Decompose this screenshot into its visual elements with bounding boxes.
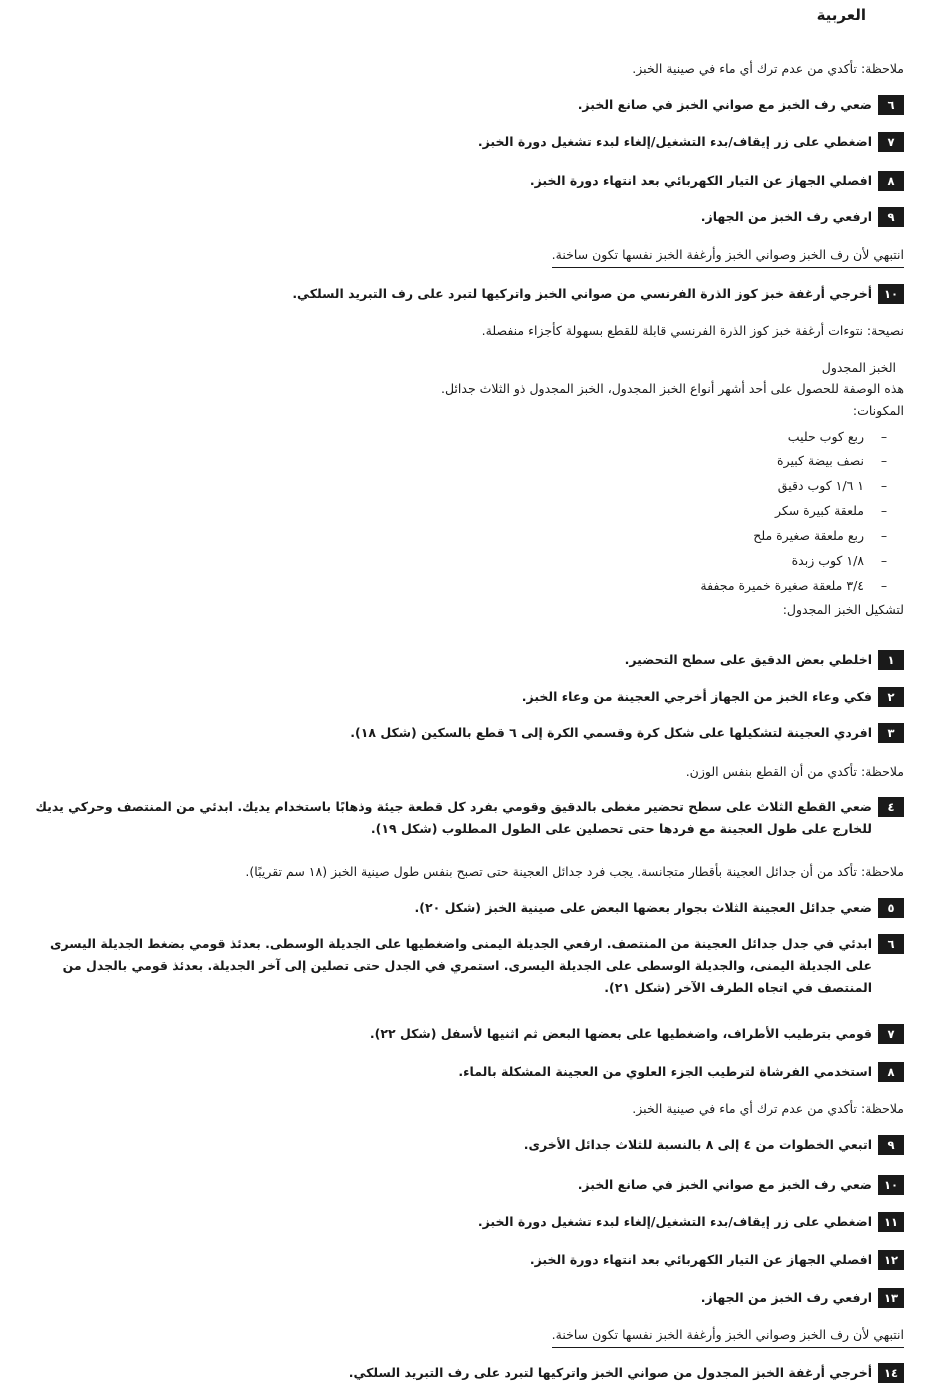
step-text: ابدئي في جدل جدائل العجينة من المنتصف. ارفعي الجديلة اليمنى واضغطيها على الجديلة الوسطى. بعدئذ قومي بضغط الجديلة اليسرى على الجديلة اليمنى، والجديلة الوسطى على الجديلة اليسرى. استمري في الجدل حتى تصلين إلى آخر الجديلة. بعدئذ قومي بالجدل من المنتصف في اتجاه الطرف الآخر (شكل ٢١). bbox=[50, 936, 872, 995]
ingredient-item bbox=[22, 450, 904, 472]
step-number: ٩ bbox=[878, 207, 904, 227]
step-item bbox=[22, 283, 904, 305]
step-number: ١٤ bbox=[878, 1363, 904, 1383]
step-number: ١٠ bbox=[878, 1175, 904, 1195]
step-number: ١٢ bbox=[878, 1250, 904, 1270]
step-item bbox=[22, 686, 904, 708]
step-number: ٧ bbox=[878, 1024, 904, 1044]
ingredient-text: ١ ١/٦ كوب دقيق bbox=[777, 478, 864, 493]
step-item bbox=[22, 94, 904, 116]
step-number: ٨ bbox=[878, 1062, 904, 1082]
step-item bbox=[22, 1211, 904, 1233]
step-text: استخدمي الفرشاة لترطيب الجزء العلوي من العجينة المشكلة بالماء. bbox=[458, 1064, 872, 1079]
ingredient-item bbox=[22, 550, 904, 572]
recipe-title: الخبز المجدول bbox=[821, 360, 896, 375]
note-no-water: ملاحظة: تأكدي من عدم ترك أي ماء في صينية الخبز. bbox=[632, 61, 904, 76]
step-number: ٧ bbox=[878, 132, 904, 152]
note-no-water: ملاحظة: تأكدي من عدم ترك أي ماء في صينية الخبز. bbox=[632, 1101, 904, 1116]
list-dash: – bbox=[880, 553, 888, 568]
ingredient-item bbox=[22, 475, 904, 497]
warning-row bbox=[22, 1324, 904, 1348]
ingredient-text: ملعقة كبيرة سكر bbox=[774, 503, 864, 518]
list-dash: – bbox=[880, 528, 888, 543]
warning-row bbox=[22, 244, 904, 268]
step-number: ٥ bbox=[878, 898, 904, 918]
step-text: افصلي الجهاز عن التيار الكهربائي بعد انتهاء دورة الخبز. bbox=[529, 173, 872, 188]
step-item bbox=[22, 722, 904, 744]
list-dash: – bbox=[880, 578, 888, 593]
shaping-label: لتشكيل الخبز المجدول: bbox=[782, 602, 904, 617]
step-item bbox=[22, 1061, 904, 1083]
step-text: ارفعي رف الخبز من الجهاز. bbox=[700, 209, 872, 224]
step-text: ارفعي رف الخبز من الجهاز. bbox=[700, 1290, 872, 1305]
ingredient-text: ١/٨ كوب زبدة bbox=[791, 553, 864, 568]
step-text: اضغطي على زر إيقاف/بدء التشغيل/إلغاء لبدء تشغيل دورة الخبز. bbox=[477, 1214, 872, 1229]
step-text: ضعي رف الخبز مع صواني الخبز في صانع الخبز. bbox=[577, 1177, 872, 1192]
step-text: فكي وعاء الخبز من الجهاز أخرجي العجينة من وعاء الخبز. bbox=[521, 689, 872, 704]
step-item bbox=[22, 1249, 904, 1271]
step-text: أخرجي أرغفة الخبز المجدول من صواني الخبز واتركيها لتبرد على رف التبريد السلكي. bbox=[348, 1365, 872, 1380]
step-number: ١ bbox=[878, 650, 904, 670]
step-item bbox=[22, 649, 904, 671]
step-item bbox=[22, 1023, 904, 1045]
step-number: ٦ bbox=[878, 934, 904, 954]
step-number: ٢ bbox=[878, 687, 904, 707]
warning-hot: انتبهي لأن رف الخبز وصواني الخبز وأرغفة الخبز نفسها تكون ساخنة. bbox=[552, 1324, 904, 1348]
tip-note: نصيحة: نتوءات أرغفة خبز كوز الذرة الفرنسي قابلة للقطع بسهولة كأجزاء منفصلة. bbox=[481, 323, 904, 338]
ingredient-text: ٣/٤ ملعقة صغيرة خميرة مجففة bbox=[700, 578, 864, 593]
note-braid-diameter: ملاحظة: تأكد من أن جدائل العجينة بأقطار متجانسة. يجب فرد جدائل العجينة حتى تصبح بنفس طول صينية الخبز (١٨ سم تقريبًا). bbox=[245, 864, 904, 879]
list-dash: – bbox=[880, 478, 888, 493]
ingredient-text: ربع ملعقة صغيرة ملح bbox=[753, 528, 864, 543]
step-number: ١٣ bbox=[878, 1288, 904, 1308]
ingredient-item bbox=[22, 426, 904, 448]
step-number: ١١ bbox=[878, 1212, 904, 1232]
step-number: ٣ bbox=[878, 723, 904, 743]
step-item bbox=[22, 1362, 904, 1384]
step-text: قومي بترطيب الأطراف، واضغطيها على بعضها البعض ثم اثنيها لأسفل (شكل ٢٢). bbox=[369, 1026, 872, 1041]
step-item bbox=[22, 1287, 904, 1309]
step-number: ١٠ bbox=[878, 284, 904, 304]
step-item bbox=[22, 131, 904, 153]
step-item bbox=[22, 206, 904, 228]
ingredient-item bbox=[22, 525, 904, 547]
ingredient-item bbox=[22, 500, 904, 522]
recipe-intro: هذه الوصفة للحصول على أحد أشهر أنواع الخبز المجدول، الخبز المجدول ذو الثلاث جدائل. bbox=[440, 381, 904, 396]
step-text: اخلطي بعض الدقيق على سطح التحضير. bbox=[624, 652, 872, 667]
step-item bbox=[22, 1134, 904, 1156]
list-dash: – bbox=[880, 429, 888, 444]
step-number: ٩ bbox=[878, 1135, 904, 1155]
language-header: العربية bbox=[816, 6, 866, 24]
warning-hot: انتبهي لأن رف الخبز وصواني الخبز وأرغفة الخبز نفسها تكون ساخنة. bbox=[552, 244, 904, 268]
list-dash: – bbox=[880, 503, 888, 518]
list-dash: – bbox=[880, 453, 888, 468]
step-text: ضعي رف الخبز مع صواني الخبز في صانع الخبز. bbox=[577, 97, 872, 112]
ingredient-text: ربع كوب حليب bbox=[787, 429, 864, 444]
step-text: اتبعي الخطوات من ٤ إلى ٨ بالنسبة للثلاث جدائل الأخرى. bbox=[523, 1137, 872, 1152]
step-item bbox=[22, 933, 904, 999]
step-text: ضعي القطع الثلاث على سطح تحضير مغطى بالدقيق وقومي بفرد كل قطعة جيئة وذهابًا باستخدام يديك. ابدئي من المنتصف وحركي يديك للخارج على طول العجينة مع فردها حتى تحصلين على الطول المطلوب (شكل ١٩). bbox=[35, 799, 872, 836]
step-item bbox=[22, 1174, 904, 1196]
ingredient-item bbox=[22, 575, 904, 597]
step-number: ٨ bbox=[878, 171, 904, 191]
step-item bbox=[22, 897, 904, 919]
step-item bbox=[22, 796, 904, 840]
step-text: افردي العجينة لتشكيلها على شكل كرة وقسمي الكرة إلى ٦ قطع بالسكين (شكل ١٨). bbox=[350, 725, 872, 740]
step-number: ٤ bbox=[878, 797, 904, 817]
note-same-weight: ملاحظة: تأكدي من أن القطع بنفس الوزن. bbox=[685, 764, 904, 779]
step-text: أخرجي أرغفة خبز كوز الذرة الفرنسي من صواني الخبز واتركيها لتبرد على رف التبريد السلكي. bbox=[292, 286, 872, 301]
step-text: ضعي جدائل العجينة الثلاث بجوار بعضها البعض على صينية الخبز (شكل ٢٠). bbox=[414, 900, 872, 915]
ingredient-text: نصف بيضة كبيرة bbox=[777, 453, 864, 468]
ingredients-label: المكونات: bbox=[852, 403, 904, 418]
step-number: ٦ bbox=[878, 95, 904, 115]
step-text: افصلي الجهاز عن التيار الكهربائي بعد انتهاء دورة الخبز. bbox=[529, 1252, 872, 1267]
step-text: اضغطي على زر إيقاف/بدء التشغيل/إلغاء لبدء تشغيل دورة الخبز. bbox=[477, 134, 872, 149]
step-item bbox=[22, 170, 904, 192]
